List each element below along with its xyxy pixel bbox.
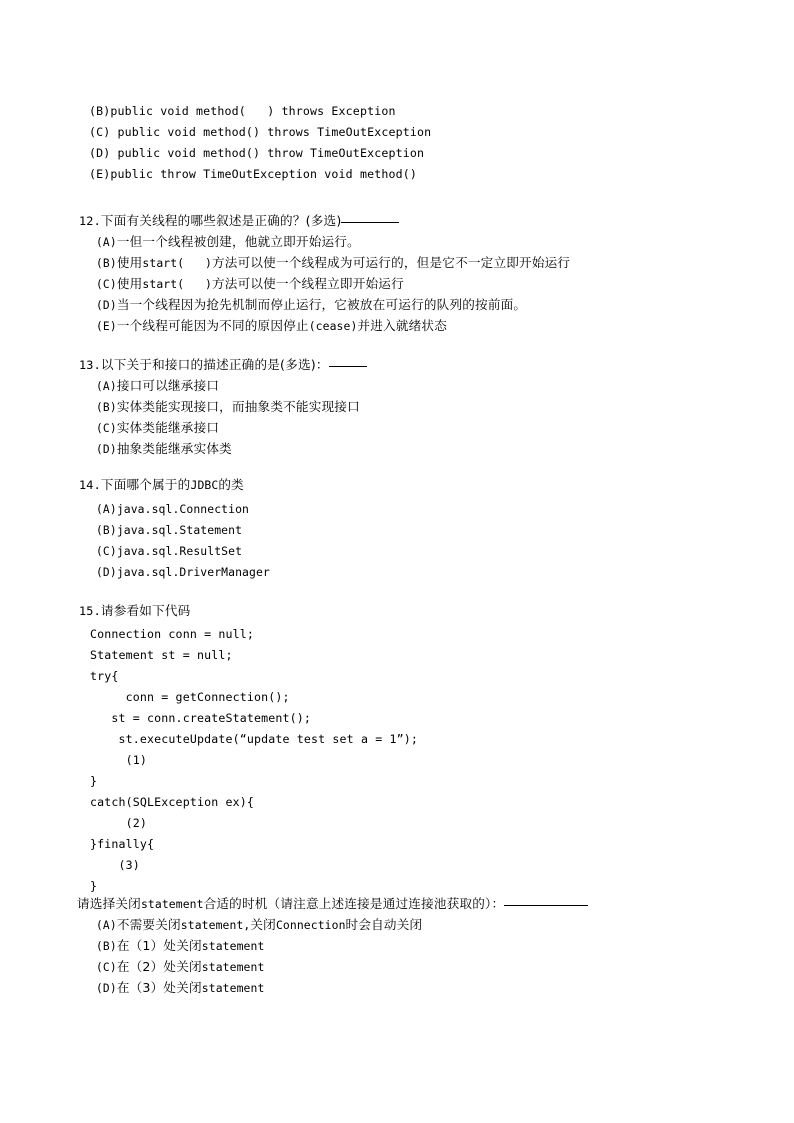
- question-13-option-d: [96, 438, 232, 460]
- question-12-stem: [79, 210, 399, 232]
- question-12-option-e: [96, 315, 447, 337]
- list-item: (C) public void method() throws TimeOutException: [89, 125, 432, 139]
- option-text-mid: 关闭: [250, 917, 276, 932]
- option-tag: (B): [96, 524, 117, 537]
- question-stem-text: 请参看如下代码: [100, 603, 191, 618]
- option-tag: (C): [96, 422, 117, 435]
- followup-code: statement: [140, 897, 204, 911]
- option-text-pre: 一个线程可能因为不同的原因停止: [116, 318, 309, 333]
- question-12-option-d: [96, 294, 526, 316]
- option-text-post: 并进入就绪状态: [357, 318, 447, 333]
- question-13-option-b: [96, 396, 360, 418]
- question-14-option-a: [96, 498, 249, 520]
- option-text-post: 时会自动关闭: [345, 917, 423, 932]
- question-12-option-a: [96, 231, 360, 253]
- option-code: java.sql.Connection: [116, 502, 250, 516]
- option-code: start( ): [142, 256, 212, 270]
- question-15-stem: [79, 600, 190, 622]
- question-15-option-b: [96, 935, 264, 957]
- question-15-option-c: [96, 956, 264, 978]
- question-stem-suffix: 的类: [218, 477, 244, 492]
- question-number: 13.: [79, 358, 101, 372]
- option-text: 抽象类能继承实体类: [116, 441, 232, 456]
- option-code: java.sql.ResultSet: [116, 544, 243, 558]
- option-tag: (B): [96, 257, 117, 270]
- option-text: 实体类能实现接口，而抽象类不能实现接口: [116, 399, 360, 414]
- code-line: st = conn.createStatement();: [90, 711, 312, 725]
- answer-blank: [341, 212, 399, 223]
- question-number: 14.: [79, 478, 101, 492]
- option-text-post: 方法可以使一个线程立即开始运行: [211, 276, 404, 291]
- answer-blank: [329, 356, 367, 367]
- followup-text-pre: 请选择关闭: [77, 896, 141, 911]
- question-12-option-b: [96, 252, 570, 274]
- option-text-pre: 使用: [116, 255, 143, 270]
- option-tag: (A): [96, 919, 117, 932]
- code-line: (3): [90, 858, 140, 872]
- option-text: 接口可以继承接口: [116, 378, 220, 393]
- code-line: (2): [90, 816, 148, 830]
- option-tag: (D): [96, 566, 117, 579]
- question-13-stem: [79, 354, 367, 376]
- code-line: Connection conn = null;: [90, 627, 254, 641]
- question-number: 15.: [79, 604, 101, 618]
- option-code-2: Connection: [275, 918, 346, 932]
- option-tag: (D): [96, 982, 117, 995]
- question-14-option-d: [96, 561, 270, 583]
- code-line: Statement st = null;: [90, 648, 233, 662]
- option-tag: (B): [96, 940, 117, 953]
- option-code-1: statement: [201, 981, 265, 995]
- option-tag: (A): [96, 236, 117, 249]
- option-code-1: statement,: [180, 918, 251, 932]
- option-code-1: statement: [201, 939, 265, 953]
- question-stem-text: 下面有关线程的哪些叙述是正确的？(多选): [100, 213, 342, 228]
- list-item: (D) public void method() throw TimeOutException: [89, 146, 425, 160]
- code-line: st.executeUpdate(“update test set a = 1”);: [90, 732, 418, 746]
- code-line: try{: [90, 669, 119, 683]
- option-text-pre: 在（2）处关闭: [116, 959, 202, 974]
- option-tag: (E): [96, 320, 117, 333]
- option-tag: (B): [96, 401, 117, 414]
- option-code: java.sql.DriverManager: [116, 565, 270, 579]
- question-13-option-c: [96, 417, 219, 439]
- code-line: conn = getConnection();: [90, 690, 290, 704]
- question-14-option-c: [96, 540, 242, 562]
- option-code: (cease): [308, 319, 358, 333]
- question-14-option-b: [96, 519, 242, 541]
- code-line: catch(SQLException ex){: [90, 795, 254, 809]
- option-tag: (C): [96, 545, 117, 558]
- list-item: (E)public throw TimeOutException void method(): [89, 167, 417, 181]
- code-line: }: [90, 879, 98, 893]
- list-item: (B)public void method( ) throws Exception: [89, 104, 396, 118]
- option-tag: (C): [96, 961, 117, 974]
- code-line: (1): [90, 753, 148, 767]
- question-stem-text: 下面哪个属于的: [100, 477, 191, 492]
- option-code-1: statement: [201, 960, 265, 974]
- option-tag: (A): [96, 503, 117, 516]
- option-text: 当一个线程因为抢先机制而停止运行，它被放在可运行的队列的按前面。: [116, 297, 527, 312]
- option-tag: (D): [96, 443, 117, 456]
- option-code: start( ): [142, 277, 212, 291]
- question-12-option-c: [96, 273, 404, 295]
- code-line: }finally{: [90, 837, 155, 851]
- option-text-post: 方法可以使一个线程成为可运行的，但是它不一定立即开始运行: [211, 255, 571, 270]
- option-text-pre: 不需要关闭: [116, 917, 181, 932]
- option-text: 一但一个线程被创建，他就立即开始运行。: [116, 234, 360, 249]
- question-15-followup-stem: [77, 893, 588, 915]
- option-text-pre: 在（3）处关闭: [116, 980, 202, 995]
- question-number: 12.: [79, 214, 101, 228]
- question-13-option-a: [96, 375, 219, 397]
- answer-blank: [504, 895, 588, 906]
- option-tag: (C): [96, 278, 117, 291]
- code-line: }: [90, 774, 98, 788]
- option-tag: (D): [96, 299, 117, 312]
- question-stem-code: JDBC: [190, 478, 219, 492]
- option-text-pre: 在（1）处关闭: [116, 938, 202, 953]
- question-stem-text: 以下关于和接口的描述正确的是(多选)：: [100, 357, 329, 372]
- question-15-option-a: [96, 914, 422, 936]
- option-code: java.sql.Statement: [116, 523, 243, 537]
- question-14-stem: [79, 474, 244, 496]
- option-text-pre: 使用: [116, 276, 143, 291]
- followup-text-post: 合适的时机（请注意上述连接是通过连接池获取的）：: [203, 896, 505, 911]
- option-text: 实体类能继承接口: [116, 420, 220, 435]
- question-15-option-d: [96, 977, 264, 999]
- option-tag: (A): [96, 380, 117, 393]
